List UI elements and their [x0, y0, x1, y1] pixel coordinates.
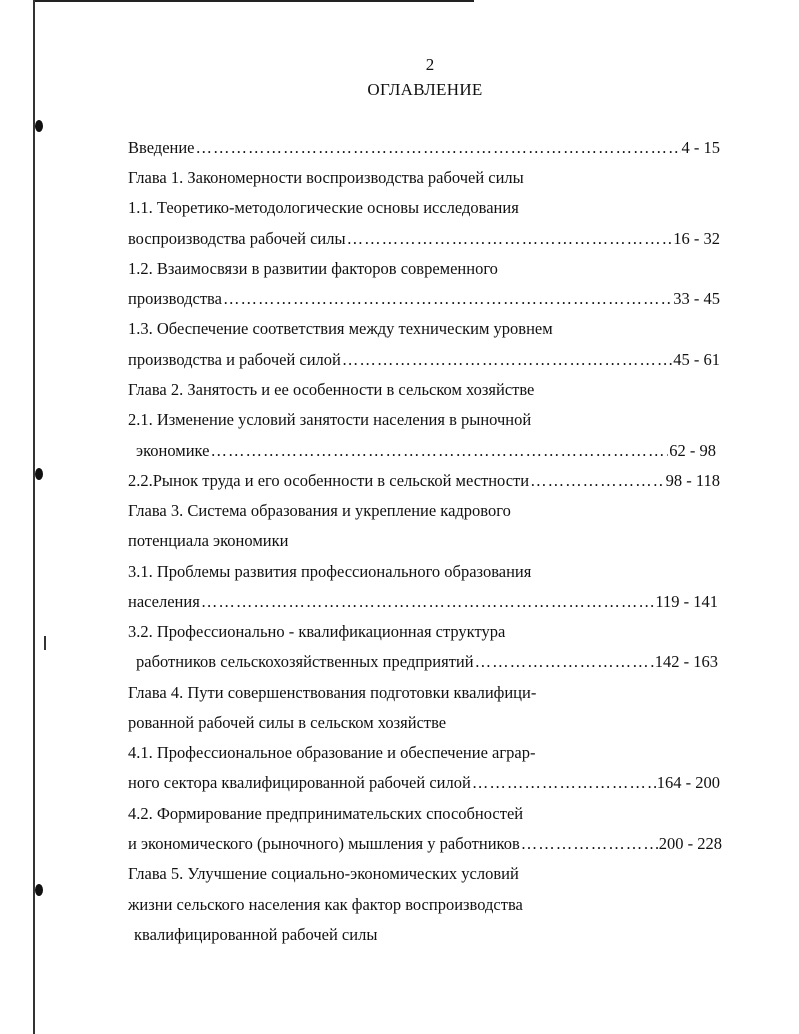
punch-hole-mark — [35, 120, 43, 132]
dot-leader — [530, 470, 665, 492]
toc-heading: потенциала экономики — [128, 531, 289, 550]
toc-entry-label: производства и рабочей силой — [128, 350, 341, 369]
toc-line: 4.2. Формирование предпринимательских способностей — [128, 804, 524, 823]
toc-entry — [128, 772, 720, 794]
toc-entry — [136, 440, 716, 462]
toc-heading: Глава 1. Закономерности воспроизводства рабочей силы — [128, 168, 524, 187]
toc-line: 3.2. Профессионально - квалификационная структура — [128, 622, 506, 641]
toc-entry-label: населения — [128, 592, 200, 611]
toc-entry — [128, 349, 720, 371]
toc-entry-label: работников сельскохозяйственных предприятий — [136, 652, 474, 671]
page-number: 2 — [425, 55, 435, 74]
toc-entry-pages: 98 - 118 — [665, 471, 720, 490]
toc-heading: Глава 4. Пути совершенствования подготовки квалифици- — [128, 683, 537, 702]
toc-entry-pages: 164 - 200 — [656, 773, 720, 792]
toc-entry-label: Введение — [128, 138, 195, 157]
toc-line: 2.1. Изменение условий занятости населения в рыночной — [128, 410, 532, 429]
page-title: ОГЛАВЛЕНИЕ — [367, 80, 483, 99]
dot-leader — [210, 440, 668, 462]
toc-entry — [128, 470, 720, 492]
dot-leader — [475, 651, 654, 673]
top-edge-rule — [34, 0, 474, 2]
dot-leader — [223, 288, 672, 310]
toc-heading: Глава 5. Улучшение социально-экономических условий — [128, 864, 519, 883]
left-edge-rule — [33, 0, 35, 1034]
toc-line: 3.1. Проблемы развития профессионального образования — [128, 562, 532, 581]
toc-entry — [128, 288, 720, 310]
punch-hole-mark — [35, 884, 43, 896]
toc-line: 1.2. Взаимосвязи в развитии факторов современного — [128, 259, 498, 278]
toc-entry — [128, 137, 720, 159]
toc-entry — [128, 833, 722, 855]
toc-entry-pages: 16 - 32 — [673, 229, 720, 248]
toc-entry-pages: 33 - 45 — [673, 289, 720, 308]
toc-heading: рованной рабочей силы в сельском хозяйстве — [128, 713, 447, 732]
toc-heading: квалифицированной рабочей силы — [134, 925, 378, 944]
punch-hole-mark — [35, 468, 43, 480]
toc-line: 1.3. Обеспечение соответствия между техническим уровнем — [128, 319, 553, 338]
toc-entry-label: экономике — [136, 441, 210, 460]
toc-entry — [136, 651, 718, 673]
dot-leader — [196, 137, 681, 159]
toc-entry-pages: 4 - 15 — [681, 138, 720, 157]
toc-line: 4.1. Профессиональное образование и обеспечение аграр- — [128, 743, 536, 762]
dot-leader — [201, 591, 655, 613]
toc-entry-pages: 200 - 228 — [658, 834, 722, 853]
toc-entry-label: 2.2.Рынок труда и его особенности в сельской местности — [128, 471, 530, 490]
toc-entry-label: воспроизводства рабочей силы — [128, 229, 346, 248]
toc-entry-pages: 45 - 61 — [673, 350, 720, 369]
dot-leader — [347, 228, 673, 250]
dot-leader — [472, 772, 656, 794]
toc-heading: жизни сельского населения как фактор воспроизводства — [128, 895, 523, 914]
toc-entry-label: и экономического (рыночного) мышления у работников — [128, 834, 520, 853]
scan-artifact-mark — [44, 636, 46, 650]
toc-entry-label: ного сектора квалифицированной рабочей силой — [128, 773, 471, 792]
toc-entry-pages: 62 - 98 — [669, 441, 716, 460]
toc-entry-pages: 142 - 163 — [654, 652, 718, 671]
toc-heading: Глава 3. Система образования и укрепление кадрового — [128, 501, 511, 520]
toc-entry — [128, 228, 720, 250]
toc-entry — [128, 591, 718, 613]
toc-line: 1.1. Теоретико-методологические основы исследования — [128, 198, 519, 217]
toc-entry-pages: 119 - 141 — [655, 592, 718, 611]
dot-leader — [342, 349, 672, 371]
dot-leader — [521, 833, 658, 855]
toc-heading: Глава 2. Занятость и ее особенности в сельском хозяйстве — [128, 380, 535, 399]
toc-entry-label: производства — [128, 289, 222, 308]
